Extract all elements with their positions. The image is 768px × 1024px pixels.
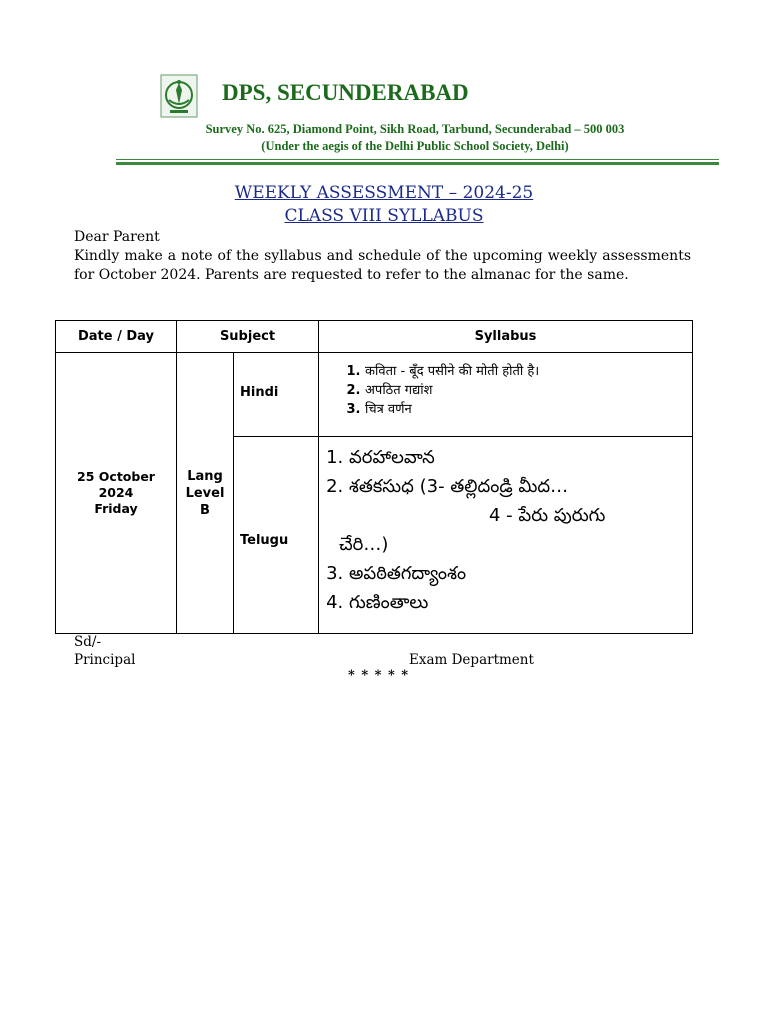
exam-department-label: Exam Department [409, 652, 534, 668]
school-affiliation: (Under the aegis of the Delhi Public School Society, Delhi) [261, 139, 569, 153]
school-emblem-icon [160, 74, 198, 118]
telugu-syllabus-list [319, 437, 692, 623]
level-line: B [200, 502, 210, 518]
list-item [339, 472, 692, 559]
school-address: Survey No. 625, Diamond Point, Sikh Road, Tarbund, Secunderabad – 500 003 [205, 122, 625, 136]
list-item: 1. कविता - बूँद पसीने की मोती होती है। [365, 362, 692, 381]
header-syllabus: Syllabus [319, 321, 693, 353]
level-line: Lang [187, 468, 223, 484]
list-item: 1. వరహాలవాన [349, 443, 692, 472]
date-line: 25 October [77, 469, 155, 484]
assessment-title: WEEKLY ASSESSMENT – 2024-25 [234, 183, 534, 203]
list-item: 2. अपठित गद्यांश [365, 381, 692, 400]
subject-hindi: Hindi [234, 353, 319, 437]
header-divider-thick [116, 162, 719, 165]
syllabus-telugu [319, 437, 693, 634]
list-item-continuation: 4 - పేరు పురుగు [489, 505, 606, 526]
letter-body: Kindly make a note of the syllabus and schedule of the upcoming weekly assessments for October 2024. Parents are requested to refer to the almanac for the same. [74, 248, 691, 283]
header-date-day: Date / Day [56, 321, 177, 353]
list-item: 4. గుణింతాలు [349, 588, 692, 617]
list-item-text: శతకసుధ (3- తల్లిదండ్రి మీద… [349, 476, 569, 497]
list-item-continuation: చేరి…) [339, 534, 389, 555]
year-line: 2024 [98, 485, 134, 500]
subject-telugu: Telugu [234, 437, 319, 634]
header-divider-thin [116, 159, 719, 160]
day-line: Friday [94, 501, 138, 516]
signature-mark: Sd/- [74, 634, 101, 650]
salutation: Dear Parent [74, 229, 160, 245]
header-subject: Subject [177, 321, 319, 353]
principal-label: Principal [74, 652, 136, 668]
class-syllabus-title: CLASS VIII SYLLABUS [284, 206, 484, 226]
school-name: DPS, SECUNDERABAD [222, 80, 469, 105]
table-row [56, 353, 693, 437]
table-header-row [56, 321, 693, 353]
syllabus-table [55, 320, 693, 634]
level-cell [177, 353, 234, 634]
hindi-syllabus-list [319, 353, 692, 419]
list-item: 3. అపఠితగద్యాంశం [349, 559, 692, 588]
end-stars: * * * * * [348, 668, 410, 683]
list-item: 3. चित्र वर्णन [365, 400, 692, 419]
date-cell [56, 353, 177, 634]
level-line: Level [185, 485, 225, 501]
syllabus-hindi [319, 353, 693, 437]
